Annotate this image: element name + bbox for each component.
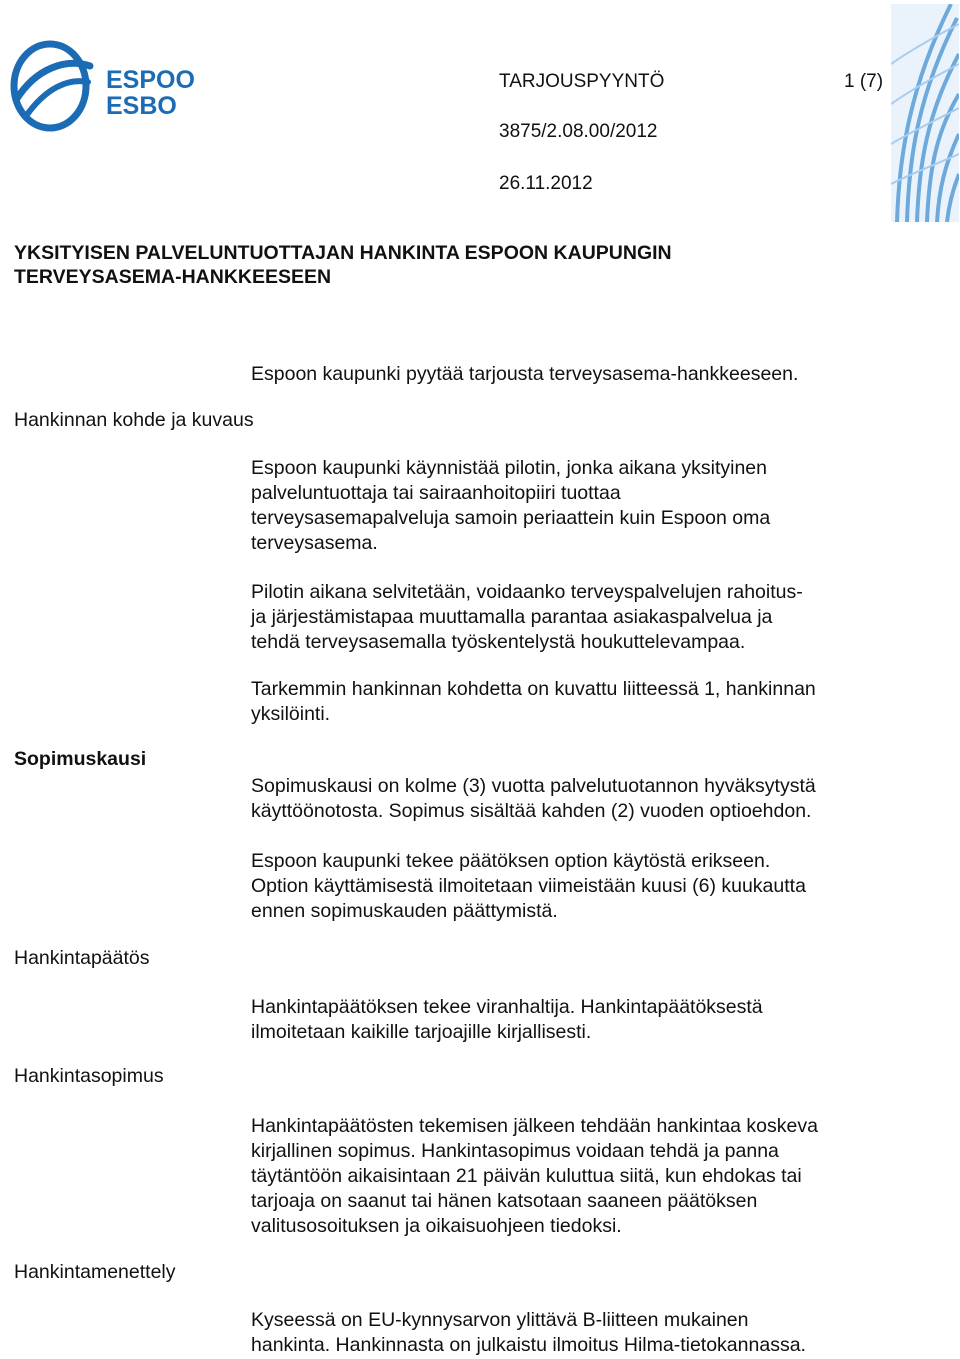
- paragraph-line: Espoon kaupunki pyytää tarjousta terveysasema-hankkeeseen.: [251, 363, 799, 385]
- document-title: [14, 241, 814, 289]
- paragraph-intro: [251, 362, 931, 387]
- paragraph-line: Espoon kaupunki käynnistää pilotin, jonka aikana yksityinen: [251, 457, 767, 479]
- paragraph-line: valitusosoituksen ja oikaisuohjeen tiedoksi.: [251, 1215, 622, 1237]
- paragraph-line: palveluntuottaja tai sairaanhoitopiiri tuottaa: [251, 482, 621, 504]
- paragraph-line: tehdä terveysasemalla työskentelystä houkuttelevampaa.: [251, 631, 746, 653]
- paragraph-line: terveysasemapalveluja samoin periaattein kuin Espoon oma: [251, 507, 771, 529]
- page-number: 1 (7): [844, 71, 884, 92]
- logo-text-line1: ESPOO: [106, 66, 195, 94]
- logo-text-line2: ESBO: [106, 92, 177, 120]
- espoo-esbo-logo-icon: [6, 38, 196, 134]
- paragraph-line: Hankintapäätöksen tekee viranhaltija. Hankintapäätöksestä: [251, 996, 763, 1018]
- section-label-hankintasopimus: Hankintasopimus: [14, 1065, 164, 1087]
- paragraph-line: yksilöinti.: [251, 703, 331, 725]
- paragraph-line: ja järjestämistapaa muuttamalla parantaa asiakaspalvelua ja: [251, 606, 773, 628]
- paragraph-pilot: [251, 456, 931, 556]
- paragraph-line: tarjoaja on saanut tai hänen katsotaan saaneen päätöksen: [251, 1190, 758, 1212]
- paragraph-line: Espoon kaupunki tekee päätöksen option käytöstä erikseen.: [251, 850, 771, 872]
- paragraph-line: käyttöönotosta. Sopimus sisältää kahden (2) vuoden optioehdon.: [251, 800, 812, 822]
- reference-number: 3875/2.08.00/2012: [499, 121, 658, 142]
- paragraph-contract-period: [251, 774, 931, 824]
- wave-stripes-decoration-icon: [891, 4, 959, 222]
- section-label-sopimuskausi: Sopimuskausi: [14, 748, 147, 770]
- paragraph-line: täytäntöön aikaisintaan 21 päivän kuluttua siitä, kun ehdokas tai: [251, 1165, 802, 1187]
- paragraph-pilot-goal: [251, 580, 931, 655]
- section-label-hankintapaatos: Hankintapäätös: [14, 947, 150, 969]
- title-line-2: TERVEYSASEMA-HANKKEESEEN: [14, 266, 332, 288]
- paragraph-line: Hankintapäätösten tekemisen jälkeen tehdään hankintaa koskeva: [251, 1115, 818, 1137]
- section-label-kohde: Hankinnan kohde ja kuvaus: [14, 409, 254, 431]
- paragraph-attachment: [251, 677, 931, 727]
- paragraph-line: Kyseessä on EU-kynnysarvon ylittävä B-liitteen mukainen: [251, 1309, 749, 1331]
- paragraph-line: Pilotin aikana selvitetään, voidaanko terveyspalvelujen rahoitus-: [251, 581, 803, 603]
- paragraph-line: hankinta. Hankinnasta on julkaistu ilmoitus Hilma-tietokannassa.: [251, 1334, 806, 1356]
- paragraph-procedure: [251, 1308, 931, 1358]
- document-type: TARJOUSPYYNTÖ: [499, 71, 665, 92]
- title-line-1: YKSITYISEN PALVELUNTUOTTAJAN HANKINTA ESPOON KAUPUNGIN: [14, 242, 672, 264]
- paragraph-line: ilmoitetaan kaikille tarjoajille kirjallisesti.: [251, 1021, 592, 1043]
- paragraph-decision: [251, 995, 931, 1045]
- paragraph-line: ennen sopimuskauden päättymistä.: [251, 900, 558, 922]
- paragraph-option: [251, 849, 931, 924]
- paragraph-line: kirjallinen sopimus. Hankintasopimus voidaan tehdä ja panna: [251, 1140, 779, 1162]
- paragraph-line: Tarkemmin hankinnan kohdetta on kuvattu liitteessä 1, hankinnan: [251, 678, 816, 700]
- paragraph-line: Sopimuskausi on kolme (3) vuotta palvelutuotannon hyväksytystä: [251, 775, 816, 797]
- paragraph-line: Option käyttämisestä ilmoitetaan viimeistään kuusi (6) kuukautta: [251, 875, 806, 897]
- document-date: 26.11.2012: [499, 173, 593, 194]
- section-label-hankintamenettely: Hankintamenettely: [14, 1261, 176, 1283]
- paragraph-line: terveysasema.: [251, 532, 378, 554]
- paragraph-contract: [251, 1114, 931, 1239]
